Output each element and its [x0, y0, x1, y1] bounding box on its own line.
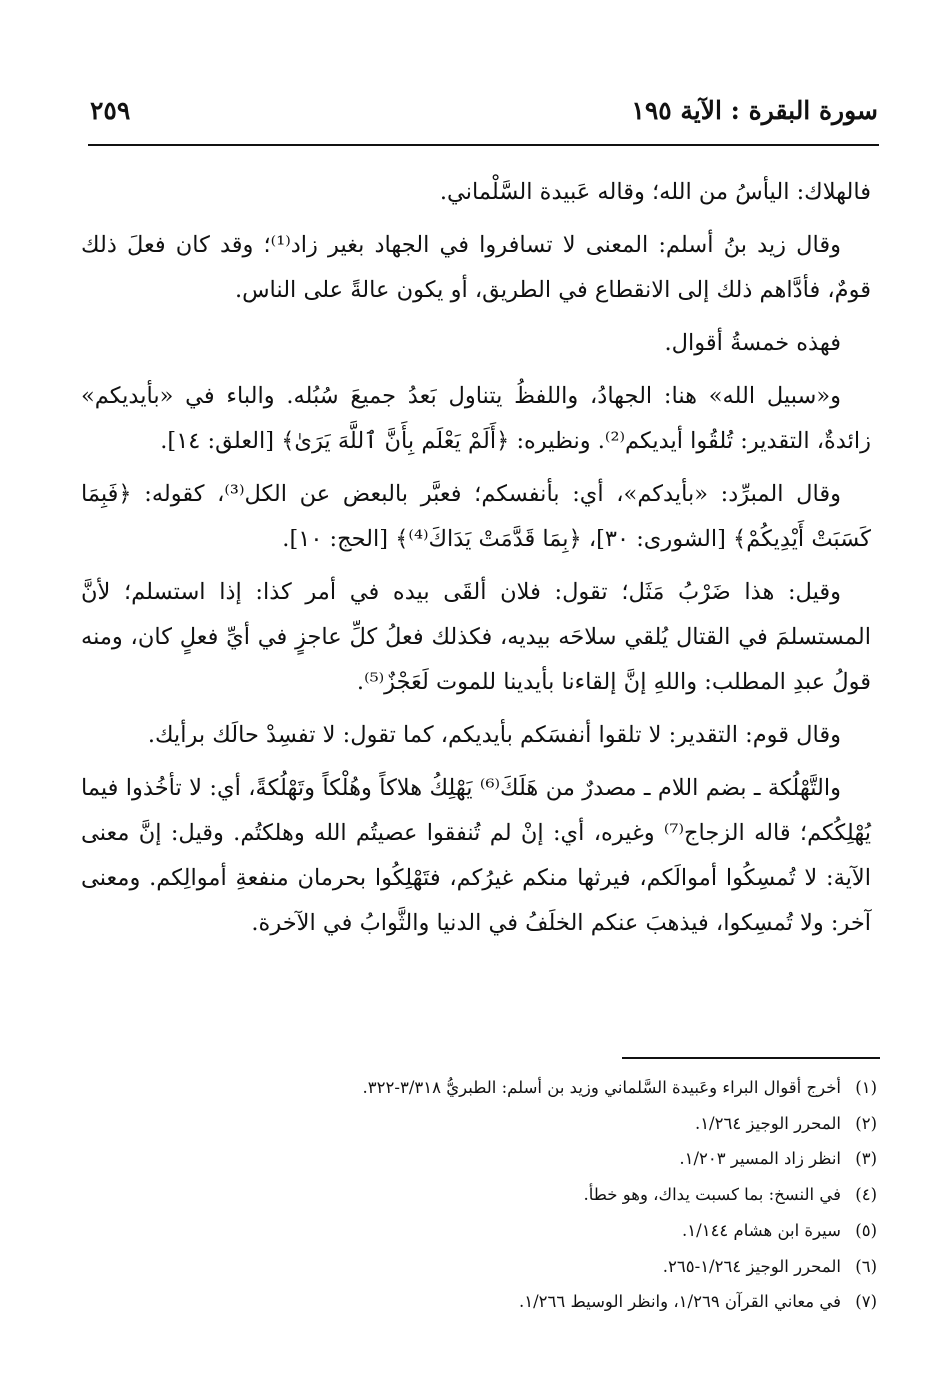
footnotes: [87, 1070, 877, 1320]
footnote-number: (١): [855, 1078, 877, 1097]
footnote: [87, 1070, 877, 1106]
footnote: [87, 1249, 877, 1285]
header-rule: [88, 144, 879, 146]
footnote-text: في معاني القرآن ١/٢٦٩، وانظر الوسيط ١/٢٦٦.: [518, 1292, 841, 1312]
footnote-text: انظر زاد المسير ١/٢٠٣.: [679, 1149, 841, 1169]
footnote-rule: [622, 1057, 880, 1059]
footnote-number: (٦): [855, 1256, 877, 1276]
paragraph: والتَّهْلُكة ـ بضم اللام ـ مصدرٌ من هَلَكَ⁽⁶⁾ يَهْلِكُ هلاكاً وهُلْكاً وتَهْلُكةً، أي: لا تأخُذوا فيما يُهْلِكُكم؛ قاله الزجاج⁽⁷⁾ وغيره، أي: إنْ لم تُنفقوا عصيتُم الله وهلكتُم. وقيل: إنَّ معنى الآية: لا تُمسِكُوا أموالَكم، فيرثها منكم غيرُكم، فتَهْلِكُوا بحرمان منفعةِ أموالِكم. ومعنى آخر: ولا تُمسِكوا، فيذهبَ عنكم الخلَفُ في الدنيا والثَّوابُ في الآخرة.: [81, 775, 871, 936]
paragraph: فالهلاك: اليأسُ من الله؛ وقاله عَبيدة السَّلْماني.: [439, 179, 871, 205]
footnote: [87, 1106, 877, 1142]
footnote-number: (٢): [855, 1113, 877, 1133]
footnote-number: (٤): [855, 1185, 877, 1205]
footnote-text: المحرر الوجيز ١/٢٦٤.: [694, 1113, 841, 1133]
paragraph: وقال زيد بنُ أسلم: المعنى لا تسافروا في الجهاد بغير زاد⁽¹⁾؛ وقد كان فعلَ ذلك قومٌ، فأدَّاهم ذلك إلى الانقطاع في الطريق، أو يكون عالةً على الناس.: [81, 232, 871, 303]
footnote: [87, 1213, 877, 1249]
page-number: ٢٥٩: [90, 96, 131, 125]
footnote: [87, 1284, 877, 1320]
footnote: [87, 1177, 877, 1213]
footnote-text: أخرج أقوال البراء وعَبيدة السَّلماني وزيد بن أسلم: الطبريُّ ٣/٣١٨-٣٢٢.: [362, 1078, 841, 1097]
footnote-text: المحرر الوجيز ١/٢٦٤-٢٦٥.: [662, 1256, 841, 1276]
surah-title: سورة البقرة : الآية ١٩٥: [631, 96, 878, 125]
footnote-text: في النسخ: بما كسبت يداك، وهو خطأ.: [583, 1185, 841, 1205]
footnote-number: (٥): [855, 1220, 877, 1240]
paragraph: و«سبيل الله» هنا: الجهادُ، واللفظُ يتناول بَعدُ جميعَ سُبُله. والباء في «بأيديكم» زائدةٌ، التقدير: تُلقُوا أيديكم⁽²⁾. ونظيره: ﴿أَلَمْ يَعْلَم بِأَنَّ ٱللَّهَ يَرَىٰ﴾ [العلق: ١٤].: [81, 383, 871, 454]
paragraph: وقال قوم: التقدير: لا تلقوا أنفسَكم بأيديكم، كما تقول: لا تفسِدْ حالَك برأيك.: [147, 722, 841, 748]
footnote-number: (٣): [855, 1149, 877, 1169]
main-text: [81, 170, 871, 954]
footnote-text: سيرة ابن هشام ١/١٤٤.: [682, 1220, 841, 1240]
footnote: [87, 1141, 877, 1177]
paragraph: وقيل: هذا ضَرْبُ مَثَل؛ تقول: فلان ألقَى بيده في أمر كذا: إذا استسلم؛ لأنَّ المستسلمَ في القتال يُلقي سلاحَه بيديه، فكذلك فعلُ كلِّ عاجزٍ في أيِّ فعلٍ كان، ومنه قولُ عبدِ المطلب: واللهِ إنَّ إلقاءنا بأيدينا للموت لَعَجْزٌ⁽⁵⁾.: [81, 579, 871, 695]
footnote-number: (٧): [855, 1292, 877, 1312]
paragraph: وقال المبرِّد: «بأيدكم»، أي: بأنفسكم؛ فعبَّر بالبعض عن الكل⁽³⁾، كقوله: ﴿فَبِمَا كَسَبَتْ أَيْدِيكُمْ﴾ [الشورى: ٣٠]، ﴿بِمَا قَدَّمَتْ يَدَاكَ⁽⁴⁾﴾ [الحج: ١٠].: [81, 481, 871, 552]
paragraph: فهذه خمسةُ أقوال.: [664, 330, 841, 356]
running-header: [88, 94, 878, 134]
